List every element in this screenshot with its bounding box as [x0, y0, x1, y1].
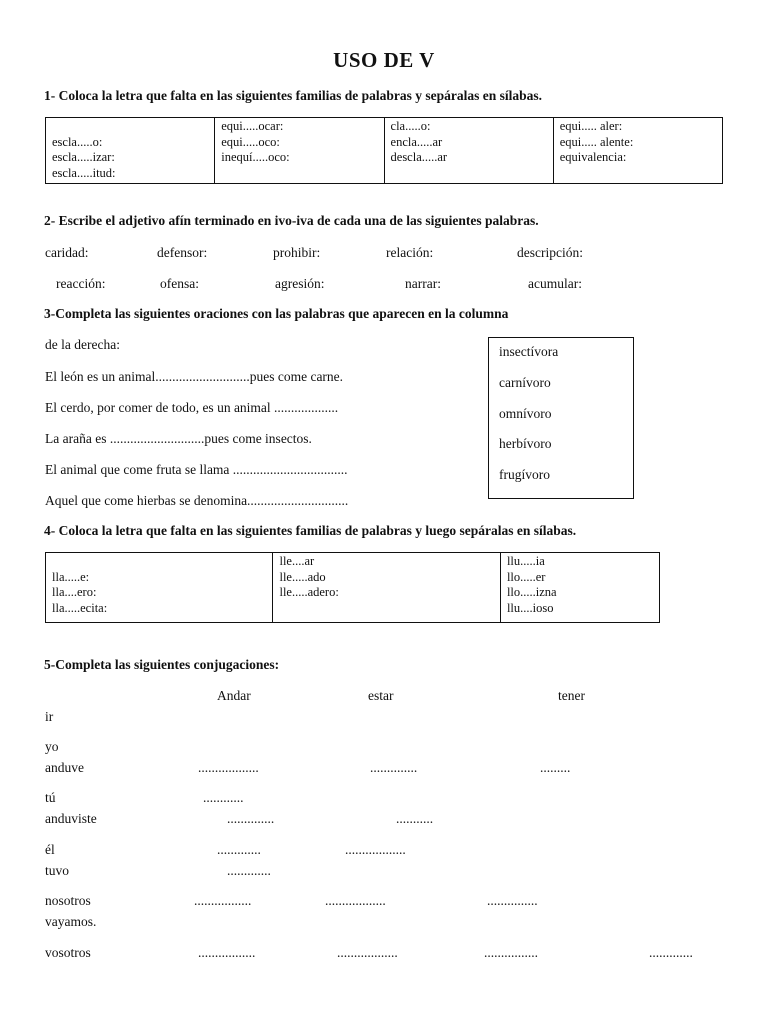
q2-word: descripción:: [517, 245, 583, 260]
q2-word: caridad:: [45, 245, 89, 260]
blank: ..............: [227, 811, 275, 826]
pronoun-label: nosotros: [45, 893, 91, 908]
q1-cell-text: equi.....ocar:: [221, 119, 284, 133]
q1-cell-text: [52, 119, 208, 135]
q3-sentence: El cerdo, por comer de todo, es un animal ...................: [45, 400, 339, 415]
q4-cell-text: llu....ioso: [506, 600, 554, 615]
q1-col-2: [215, 118, 384, 184]
blank: .................: [198, 945, 256, 960]
q4-cell-text: llu.....ia: [506, 554, 545, 568]
pronoun-label: yo: [45, 739, 59, 754]
q1-cell-text: cla.....o:: [390, 119, 431, 133]
q5-heading: 5-Completa las siguientes conjugaciones:: [44, 657, 280, 672]
q4-cell-text: [52, 554, 266, 570]
q4-cell-text: lla....ero:: [52, 585, 97, 599]
blank: ................: [484, 945, 538, 960]
q4-cell-text: lle.....adero:: [279, 585, 339, 599]
q2-word: agresión:: [275, 276, 325, 291]
q1-col-4: [553, 118, 722, 184]
q2-word: acumular:: [528, 276, 582, 291]
pronoun-label: él: [45, 842, 55, 857]
q1-col-3: [384, 118, 553, 184]
blank: .................: [194, 893, 252, 908]
q3-sentence: El león es un animal............................pues come carne.: [45, 369, 344, 384]
q4-cell-text: lle.....ado: [279, 569, 326, 584]
q4-col-2: [273, 553, 500, 623]
q1-cell-text: escla.....o:: [52, 134, 103, 149]
blank: ..................: [198, 760, 259, 775]
pronoun-label: vosotros: [45, 945, 91, 960]
q4-cell-text: llo.....izna: [506, 585, 557, 599]
q2-word: ofensa:: [160, 276, 199, 291]
q1-cell-text: escla.....izar:: [52, 150, 115, 164]
q2-word: prohibir:: [273, 245, 321, 260]
q1-cell-text: descla.....ar: [390, 150, 448, 164]
conjugation-example: anduviste: [45, 811, 97, 826]
q1-cell-text: equi..... aler:: [559, 119, 623, 133]
word-bank-box: [488, 337, 634, 499]
conjugation-example: anduve: [45, 760, 84, 775]
blank: ..................: [345, 842, 406, 857]
pronoun-label: tú: [45, 790, 56, 805]
q3-sentence: Aquel que come hierbas se denomina..............................: [45, 493, 349, 508]
q1-cell-text: escla.....itud:: [52, 165, 116, 180]
q1-col-1: [46, 118, 215, 184]
blank: ..................: [337, 945, 398, 960]
q3-sentence: El animal que come fruta se llama ..................................: [45, 462, 348, 477]
blank: ..................: [325, 893, 386, 908]
verb-header: Andar: [217, 688, 251, 703]
q4-table: [45, 552, 660, 623]
q4-cell-text: lla.....ecita:: [52, 600, 108, 615]
blank: ..............: [370, 760, 418, 775]
blank: .............: [649, 945, 693, 960]
q2-word: defensor:: [157, 245, 208, 260]
q2-heading: 2- Escribe el adjetivo afín terminado en ivo-iva de cada una de las siguientes palabras.: [44, 213, 539, 228]
q1-cell-text: inequí.....oco:: [221, 150, 290, 164]
conjugation-example: tuvo: [45, 863, 70, 878]
word-bank-item: insectívora: [499, 344, 559, 359]
q4-heading: 4- Coloca la letra que falta en las siguientes familias de palabras y luego sepáralas en sílabas.: [44, 523, 577, 538]
q1-heading: 1- Coloca la letra que falta en las siguientes familias de palabras y sepáralas en sílabas.: [44, 88, 543, 103]
q2-word: relación:: [386, 245, 434, 260]
q1-cell-text: encla.....ar: [390, 134, 443, 149]
word-bank-item: herbívoro: [499, 436, 552, 451]
blank: .............: [227, 863, 271, 878]
verb-header: estar: [368, 688, 394, 703]
q1-cell-text: equivalencia:: [559, 150, 627, 164]
blank: ...........: [396, 811, 434, 826]
word-bank-item: omnívoro: [499, 406, 552, 421]
blank: .............: [217, 842, 261, 857]
q4-cell-text: lla.....e:: [52, 569, 90, 584]
q4-cell-text: llo.....er: [506, 569, 546, 584]
blank: ...............: [487, 893, 538, 908]
q3-continuation: de la derecha:: [45, 337, 120, 352]
q1-table: [45, 117, 723, 184]
verb-header: ir: [45, 709, 54, 724]
word-bank-item: frugívoro: [499, 467, 550, 482]
q2-word: reacción:: [56, 276, 106, 291]
q4-cell-text: lle....ar: [279, 554, 315, 568]
conjugation-example: vayamos.: [45, 914, 97, 929]
q4-col-3: [500, 553, 659, 623]
q1-cell-text: equi..... alente:: [559, 134, 634, 149]
blank: ............: [203, 790, 244, 805]
page-title: USO DE V: [333, 48, 435, 72]
q3-heading: 3-Completa las siguientes oraciones con las palabras que aparecen en la columna: [44, 306, 509, 321]
word-bank-item: carnívoro: [499, 375, 551, 390]
q4-col-1: [46, 553, 273, 623]
q2-word: narrar:: [405, 276, 441, 291]
verb-header: tener: [558, 688, 585, 703]
q1-cell-text: equi.....oco:: [221, 134, 280, 149]
blank: .........: [540, 760, 571, 775]
q3-sentence: La araña es ............................pues come insectos.: [45, 431, 312, 446]
